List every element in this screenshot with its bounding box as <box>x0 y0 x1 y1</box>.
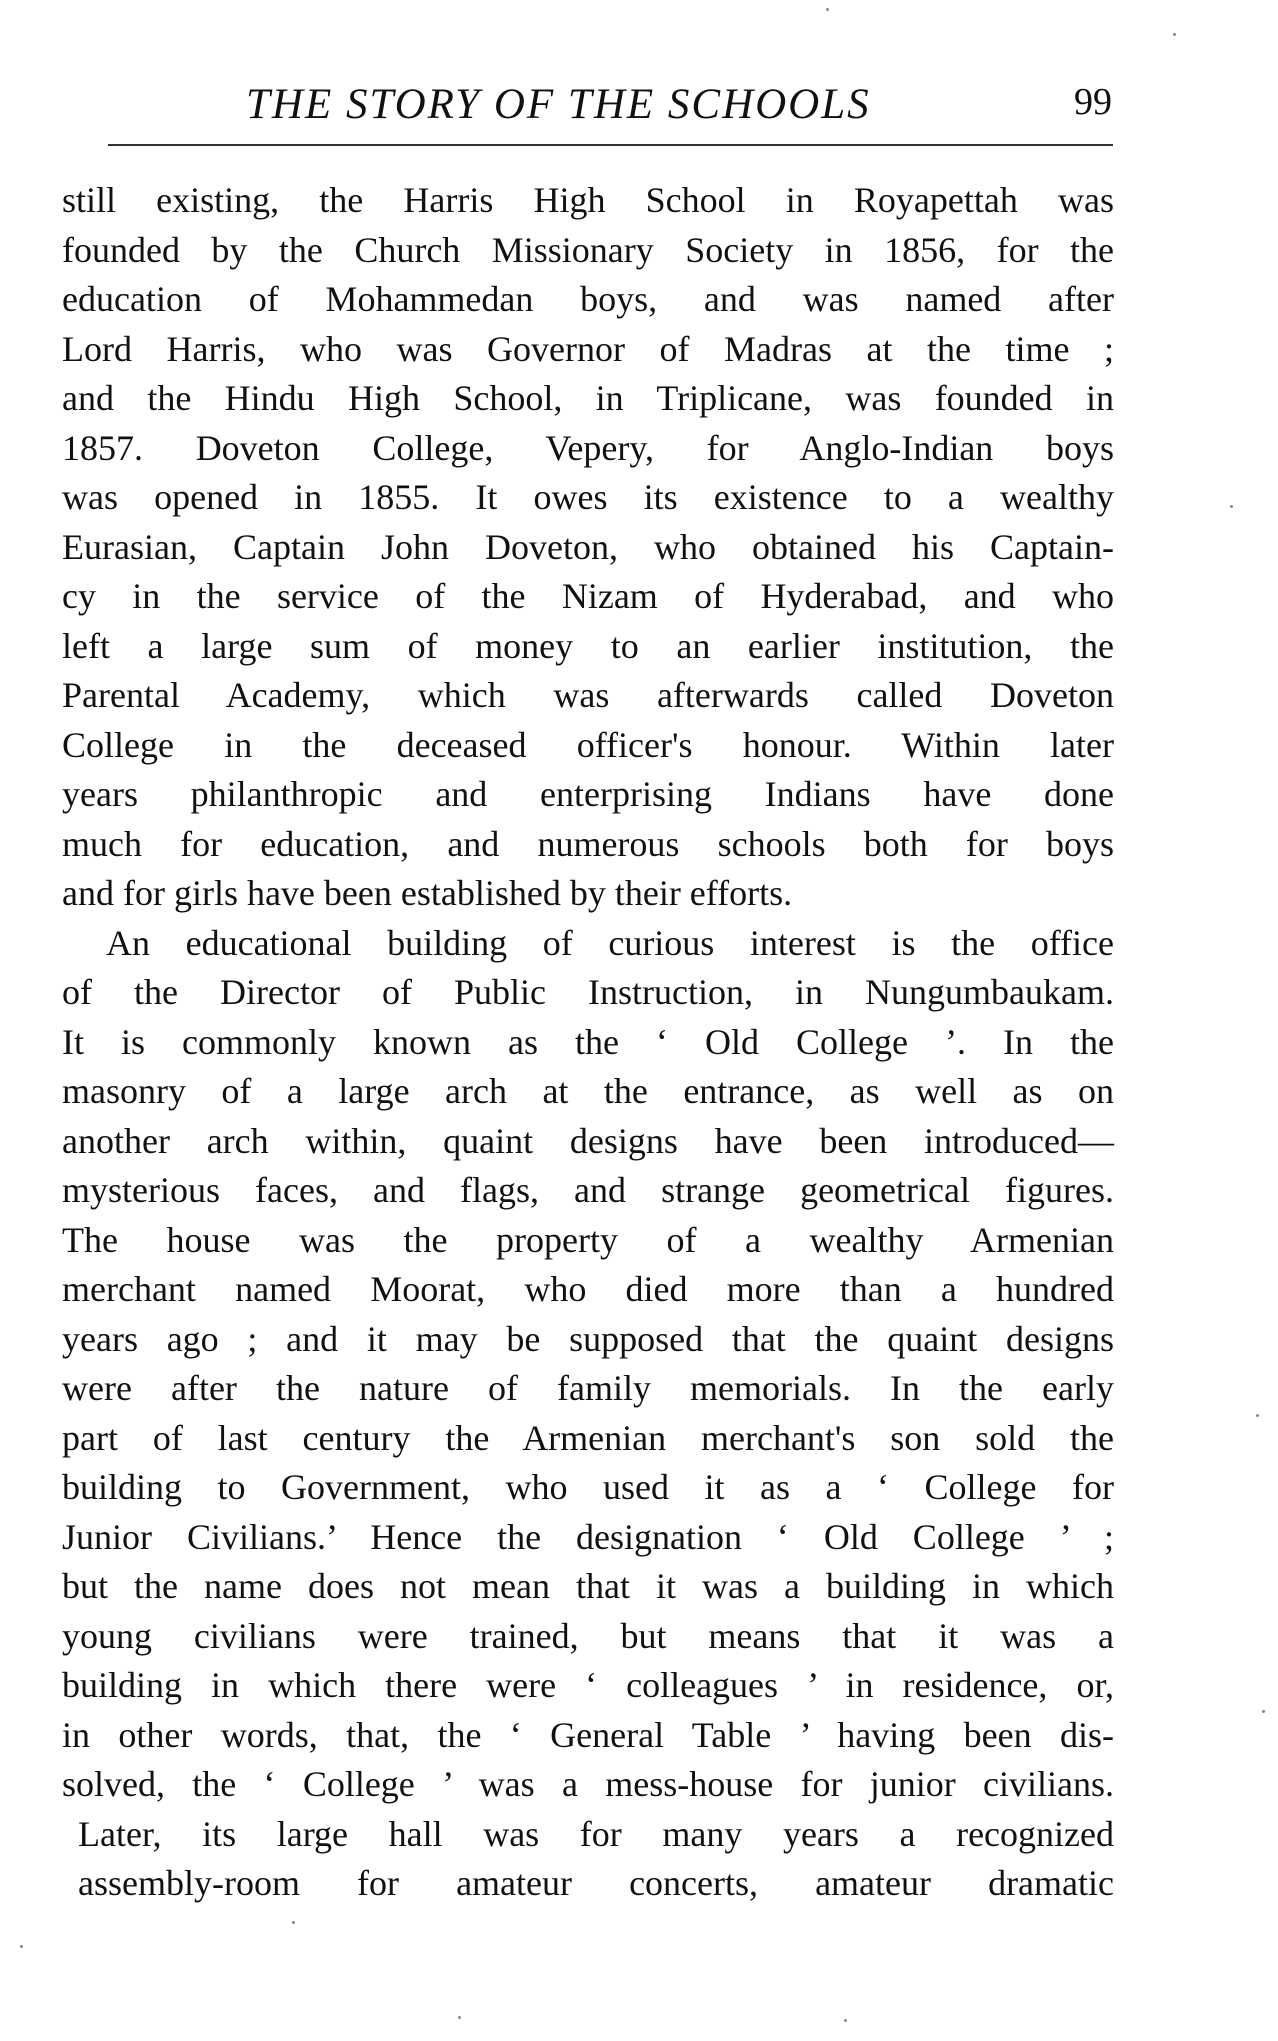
text-line: College in the deceased officer's honour. Within later <box>62 724 1114 765</box>
text-line: of the Director of Public Instruction, in Nungumbaukam. <box>62 972 1114 1012</box>
running-title: THE STORY OF THE SCHOOLS <box>246 81 871 128</box>
text-line: were after the nature of family memorials. In the early <box>62 1368 1114 1408</box>
text-line: still existing, the Harris High School in Royapettah was <box>62 180 1114 220</box>
text-line: building to Government, who used it as a ‘ College for <box>62 1467 1114 1507</box>
scan-speck <box>20 1945 23 1948</box>
scan-speck <box>1256 1414 1259 1417</box>
text-line: building in which there were ‘ colleagues ’ in residence, or, <box>62 1665 1114 1705</box>
text-line: part of last century the Armenian merchant's son sold the <box>62 1417 1114 1458</box>
text-line: much for education, and numerous schools both for boys <box>62 823 1114 864</box>
text-line: merchant named Moorat, who died more than a hundred <box>62 1269 1114 1309</box>
scan-speck <box>1262 1710 1265 1713</box>
body-text <box>62 176 1114 1909</box>
header-rule <box>108 144 1113 146</box>
text-line: It is commonly known as the ‘ Old College ’. In the <box>62 1021 1114 1062</box>
text-line: assembly-room for amateur concerts, amateur dramatic <box>78 1863 1114 1903</box>
text-line: another arch within, quaint designs have been introduced— <box>62 1120 1114 1161</box>
text-line: education of Mohammedan boys, and was named after <box>62 279 1114 319</box>
scan-speck <box>1230 505 1233 508</box>
text-line: in other words, that, the ‘ General Table ’ having been dis- <box>62 1714 1114 1755</box>
page-number: 99 <box>1074 81 1112 123</box>
text-line: Later, its large hall was for many years a recognized <box>78 1813 1114 1854</box>
text-line: solved, the ‘ College ’ was a mess-house for junior civilians. <box>62 1764 1114 1804</box>
text-line: Eurasian, Captain John Doveton, who obtained his Captain- <box>62 526 1114 567</box>
text-line: was opened in 1855. It owes its existence to a wealthy <box>62 477 1114 517</box>
text-line: Junior Civilians.’ Hence the designation ‘ Old College ’ ; <box>62 1516 1114 1557</box>
running-head <box>62 80 1112 136</box>
scan-speck <box>292 1921 295 1924</box>
scan-speck <box>844 2019 847 2022</box>
text-line: masonry of a large arch at the entrance, as well as on <box>62 1071 1114 1111</box>
scan-speck <box>1173 33 1176 36</box>
text-line: cy in the service of the Nizam of Hyderabad, and who <box>62 576 1114 616</box>
text-line: founded by the Church Missionary Society in 1856, for the <box>62 229 1114 270</box>
text-line: Lord Harris, who was Governor of Madras at the time ; <box>62 328 1114 369</box>
paragraph-end-line: and for girls have been established by their efforts. <box>62 873 793 913</box>
scan-speck <box>458 2016 461 2019</box>
text-line: but the name does not mean that it was a building in which <box>62 1566 1114 1606</box>
text-line: The house was the property of a wealthy Armenian <box>62 1219 1114 1260</box>
text-line: mysterious faces, and flags, and strange geometrical figures. <box>62 1170 1114 1210</box>
text-line: Parental Academy, which was afterwards called Doveton <box>62 675 1114 715</box>
paragraph-start-line: An educational building of curious interest is the office <box>106 922 1114 963</box>
text-line: years ago ; and it may be supposed that the quaint designs <box>62 1318 1114 1359</box>
text-line: left a large sum of money to an earlier institution, the <box>62 625 1114 666</box>
scan-speck <box>826 8 829 11</box>
text-line: young civilians were trained, but means that it was a <box>62 1615 1114 1656</box>
text-line: and the Hindu High School, in Triplicane, was founded in <box>62 378 1114 418</box>
text-line: years philanthropic and enterprising Indians have done <box>62 774 1114 814</box>
text-line: 1857. Doveton College, Vepery, for Anglo-Indian boys <box>62 427 1114 468</box>
